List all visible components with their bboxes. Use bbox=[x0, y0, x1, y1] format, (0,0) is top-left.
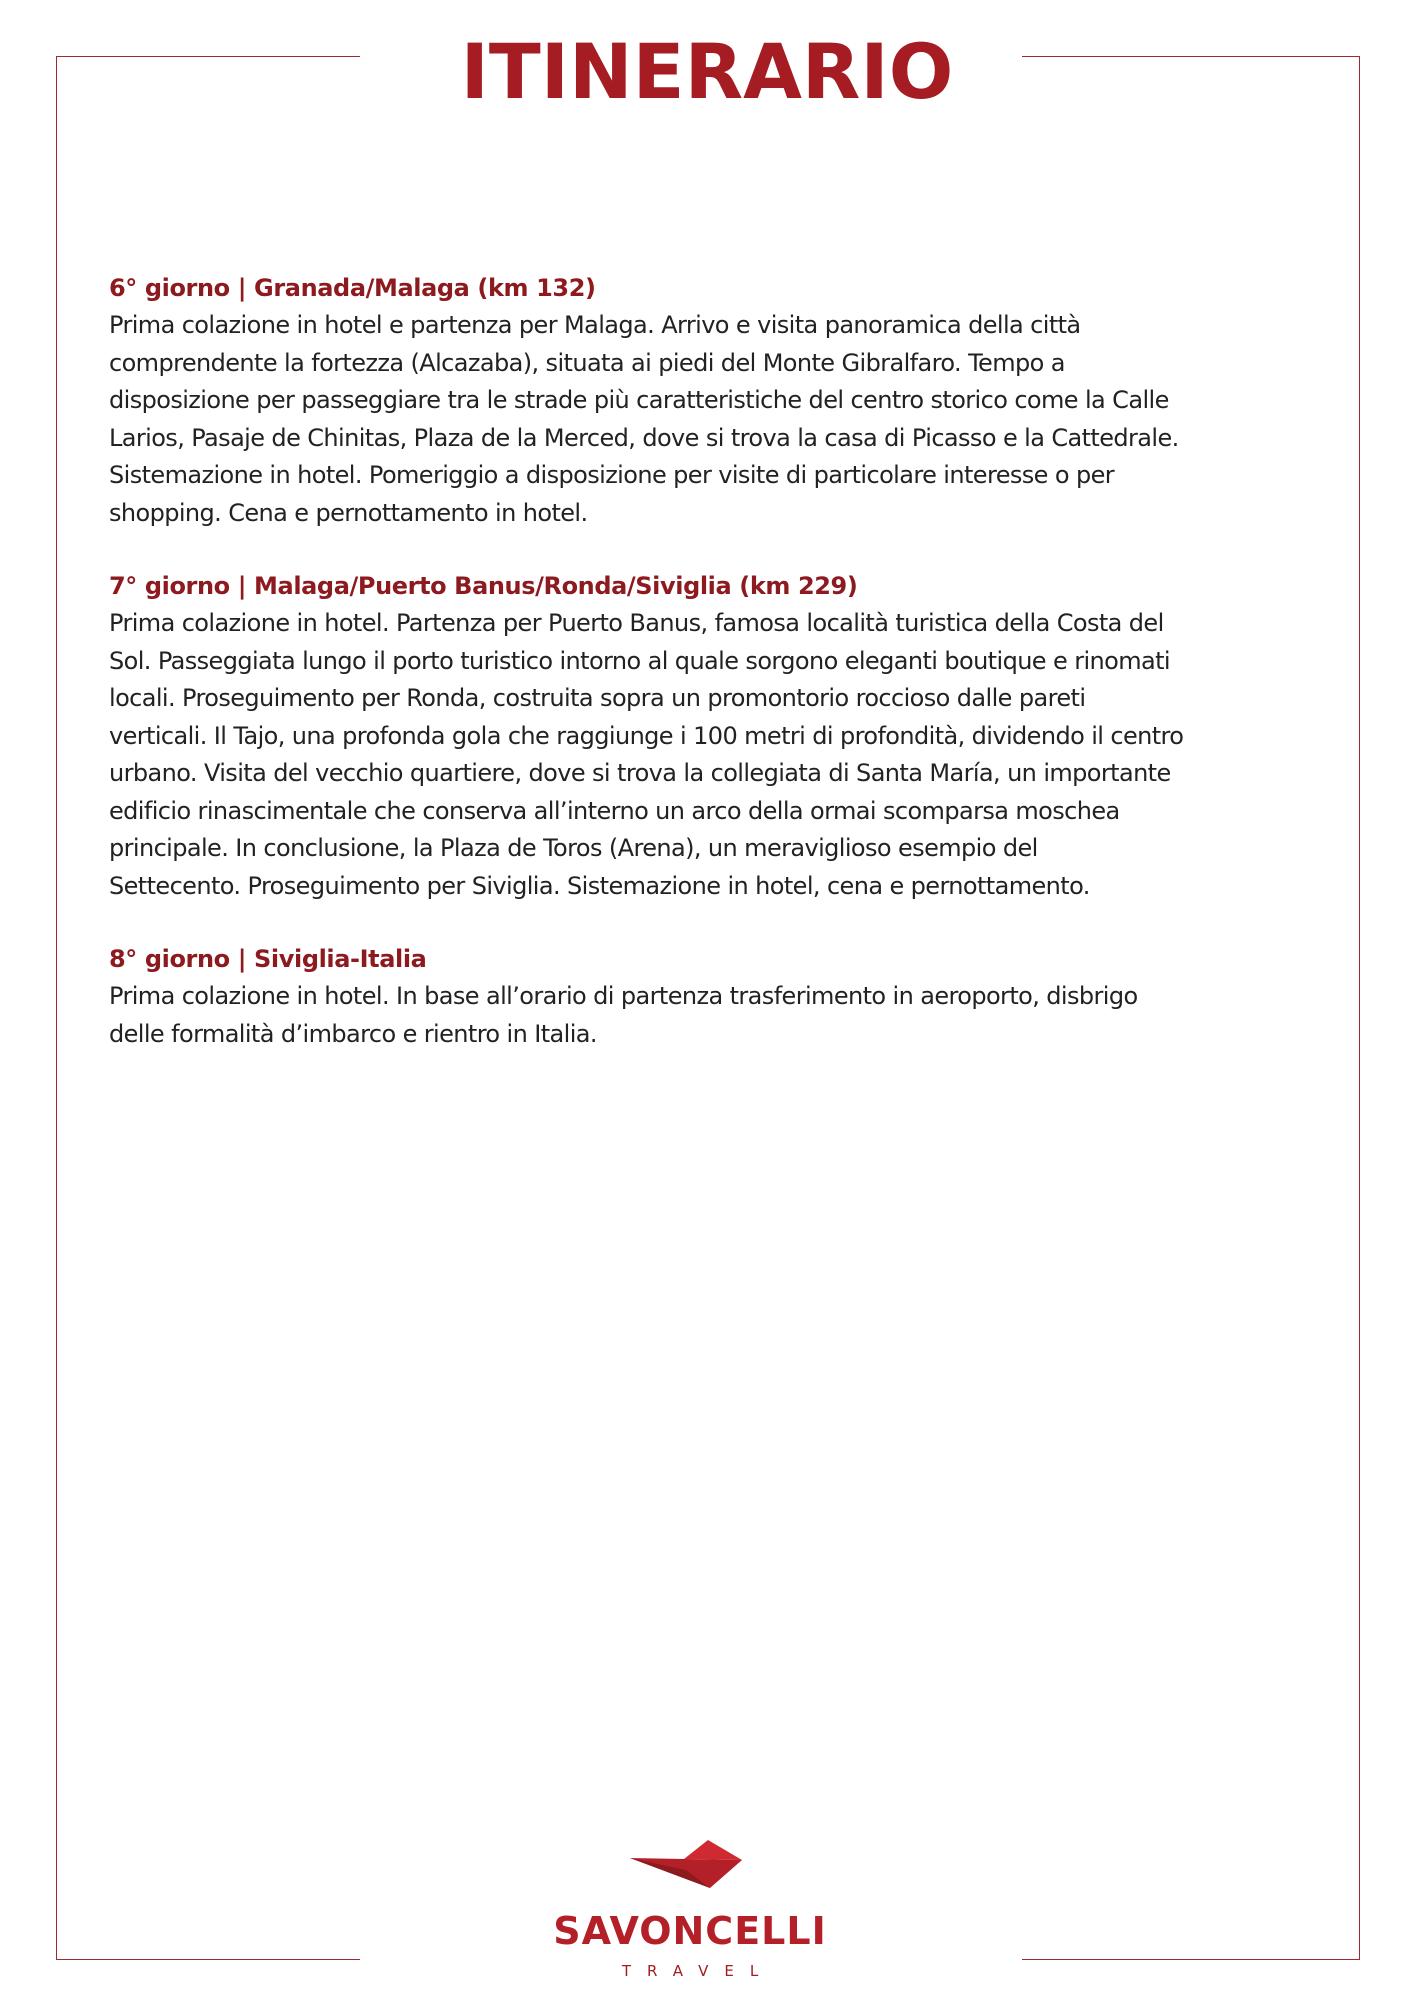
frame-bottom-left-line bbox=[56, 1959, 360, 1960]
itinerary-day-6 bbox=[109, 270, 1319, 532]
itinerary-content bbox=[109, 270, 1319, 1089]
frame-right-line bbox=[1359, 56, 1360, 1960]
day-heading: 6° giorno | Granada/Malaga (km 132) bbox=[109, 274, 596, 302]
day-description: Prima colazione in hotel e partenza per Malaga. Arrivo e visita panoramica della città comprendente la fortezza (Alcazaba), situata ai piedi del Monte Gibralfaro. Tempo a disposizione per passeggiare tra le strade più caratteristiche del centro storico come la Calle Larios, Pasaje de Chinitas, Plaza de la Merced, dove si trova la casa di Picasso e la Cattedrale. Sistemazione in hotel. Pomeriggio a disposizione per visite di particolare interesse o per shopping. Cena e pernottamento in hotel. bbox=[109, 311, 1179, 527]
day-description: Prima colazione in hotel. In base all’orario di partenza trasferimento in aeroporto, disbrigo delle formalità d’imbarco e rientro in Italia. bbox=[109, 982, 1138, 1048]
frame-bottom-right-line bbox=[1022, 1959, 1360, 1960]
day-heading: 7° giorno | Malaga/Puerto Banus/Ronda/Siviglia (km 229) bbox=[109, 572, 858, 600]
paper-plane-wing-icon bbox=[630, 1840, 750, 1898]
brand-name: SAVONCELLI bbox=[553, 1909, 827, 1953]
brand-subtitle: TRAVEL bbox=[621, 1962, 775, 1980]
frame-left-line bbox=[56, 56, 57, 1960]
day-heading: 8° giorno | Siviglia-Italia bbox=[109, 945, 427, 973]
brand-logo bbox=[540, 1840, 840, 1980]
day-description: Prima colazione in hotel. Partenza per Puerto Banus, famosa località turistica della Costa del Sol. Passeggiata lungo il porto turistico intorno al quale sorgono eleganti boutique e rinomati locali. Proseguimento per Ronda, costruita sopra un promontorio roccioso dalle pareti verticali. Il Tajo, una profonda gola che raggiunge i 100 metri di profondità, dividendo il centro urbano. Visita del vecchio quartiere, dove si trova la collegiata di Santa María, un importante edificio rinascimentale che conserva all’interno un arco della ormai scomparsa moschea principale. In conclusione, la Plaza de Toros (Arena), un meraviglioso esempio del Settecento. Proseguimento per Siviglia. Sistemazione in hotel, cena e pernottamento. bbox=[109, 609, 1184, 900]
itinerary-day-8 bbox=[109, 941, 1319, 1053]
itinerary-day-7 bbox=[109, 568, 1319, 905]
page-title: ITINERARIO bbox=[460, 27, 954, 116]
